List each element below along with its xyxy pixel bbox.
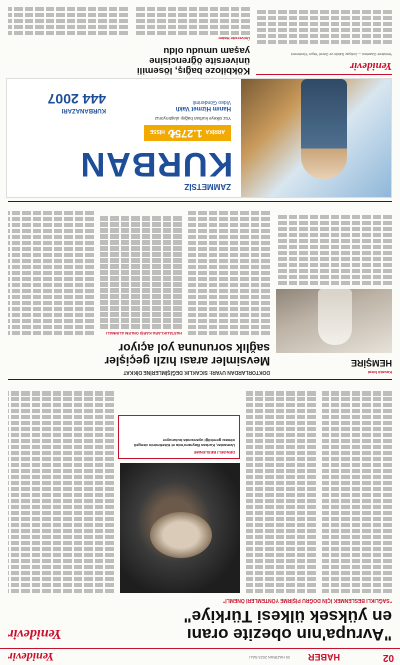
second-column-2: [100, 205, 182, 335]
masthead: [0, 648, 400, 665]
date-line: 20 HAZİRAN 2023 SALI: [249, 655, 290, 659]
lead-logo: Yenidevir: [8, 626, 62, 641]
third-column-2: [8, 5, 128, 35]
lead-headline: [92, 607, 392, 643]
second-kicker: DOKTORLARDAN UYARI: SICAKLIK DEĞİŞİMLERİNE DİKKAT: [123, 369, 270, 375]
lead-pullquote: Uzmanlar, Kurban Bayramı'nda et tüketiminin dengeli olması gerektiği uyarısında bulunuyor: [133, 438, 235, 448]
page-label: HABER: [307, 652, 340, 662]
side-column: [276, 205, 392, 375]
second-headline-line1: Mevsimler arası hızlı geçişler: [104, 354, 270, 368]
third-headline-line2: üniversite öğrencisine: [149, 55, 250, 67]
side-body: [276, 207, 392, 285]
side-title: HEMŞİRE: [350, 358, 392, 368]
ad-org-sub: Video Gönderimli: [192, 99, 231, 105]
ad-top-text: ZAMMETSİZ: [184, 182, 231, 191]
ad-photo: [241, 79, 391, 197]
footer-logo: Yenidevir: [349, 60, 392, 72]
lead-column-3: [8, 383, 114, 593]
footer-imprint: Yenidevir Gazetesi — İmtiyaz Sahibi ve Genel Yayın Yönetmeni: [290, 52, 392, 56]
lead-photo-plate: [150, 512, 212, 558]
third-label: Üniversite Haber: [218, 36, 250, 41]
footer-imprint-lines: [256, 6, 392, 44]
side-photo-figure: [318, 289, 352, 345]
divider-1: [8, 379, 392, 380]
ad-phone: 444 2007: [47, 91, 106, 107]
ad-phone-block: [14, 91, 106, 113]
ad-slogan: Yüz ülkeye kurban bağışı ulaştırıyoruz: [154, 116, 231, 121]
third-column-1: [134, 5, 250, 35]
lead-label: DENGELİ BESLENME: [193, 450, 235, 455]
ad-badge-suffix: HİSSE: [149, 128, 165, 134]
lead-column-2: [246, 383, 316, 593]
footer-block: [256, 4, 392, 75]
page-number: 02: [382, 652, 394, 663]
side-photo: [276, 289, 392, 353]
third-headline-line1: Kökbiloze bağış, lösemili: [137, 65, 250, 76]
lead-photo: [120, 463, 240, 593]
ad-phone-label: KURBANAZARI: [61, 107, 106, 113]
ad-org: [121, 99, 231, 111]
ad-title: KURBAN: [79, 145, 233, 183]
third-headline: [8, 45, 250, 75]
side-label: Kavaklı İdeal: [367, 370, 392, 375]
lead-pullquote-box: [118, 415, 240, 459]
ad-org-name: Hanım Hizmet Vakfı: [175, 105, 231, 111]
ad-price: 1.275₺: [167, 127, 203, 139]
lead-headline-line2: en yüksek ülkesi Türkiye": [183, 607, 392, 627]
lead-column-1: [322, 383, 392, 593]
third-headline-line3: yaşam umudu oldu: [163, 45, 250, 57]
ad-price-badge: [144, 125, 231, 141]
masthead-logo: Yenidevir: [8, 650, 54, 664]
ad-photo-person: [301, 79, 347, 179]
second-column-3: [8, 205, 94, 335]
second-column-1: [188, 205, 270, 335]
divider-2: [8, 201, 392, 202]
lead-headline-line1: "Avrupa'nın obezite oranı: [186, 625, 392, 644]
kurban-advert: [6, 78, 392, 198]
ad-badge: ARRİKA: [205, 128, 225, 134]
second-headline-line2: sağlık sorununa yol açıyor: [118, 341, 270, 356]
second-subhead: HASTALIKLARA KARŞI ÖNLEM ALINMALI: [105, 331, 182, 335]
second-headline: [8, 342, 270, 367]
lead-kicker: "SAĞLIKLI BESLENMEK İÇİN DOĞRU PİŞİRME YÖNTEMLERİ ÖNEMLİ": [222, 597, 392, 603]
